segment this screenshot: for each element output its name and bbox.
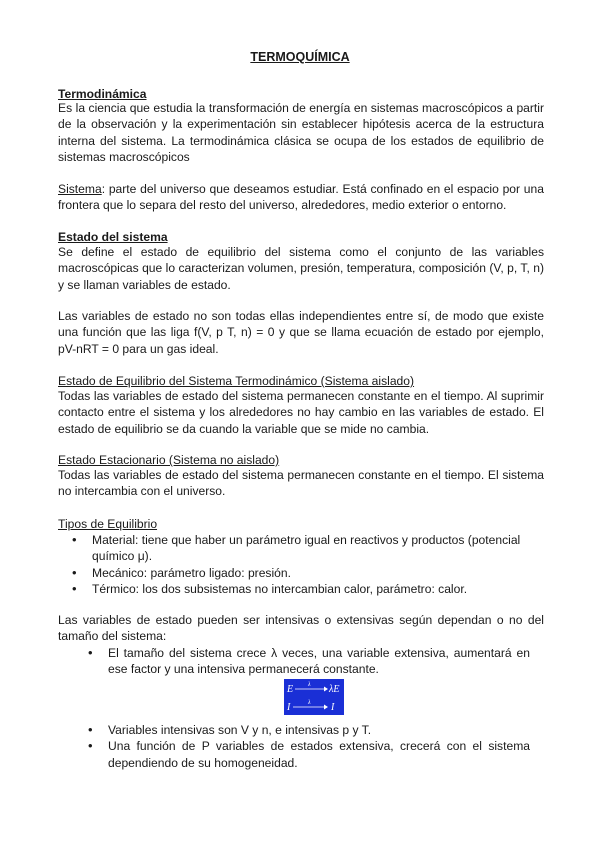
section-heading-equilibrio-aislado: Estado de Equilibrio del Sistema Termodinámico (Sistema aislado) — [58, 374, 415, 388]
section-heading-estacionario: Estado Estacionario (Sistema no aislado) — [58, 453, 280, 467]
equilibrio-aislado-paragraph: Todas las variables de estado del sistema permanecen constante en el tiempo. Al suprimir contacto entre el sistema y los alrededores no hay cambio en las variables de estado. El estado de equilibrio se da cuando la variable que se mide no cambia. — [58, 389, 544, 436]
eq-row1-lambda: λ — [308, 682, 311, 688]
section-heading-tipos-equilibrio: Tipos de Equilibrio — [58, 517, 158, 531]
page-title: TERMOQUÍMICA — [250, 50, 350, 64]
sistema-term: Sistema — [58, 182, 102, 196]
sistema-paragraph — [58, 181, 544, 214]
estacionario-paragraph: Todas las variables de estado del sistema permanecen constante en el tiempo. El sistema no intercambia con el universo. — [58, 468, 544, 499]
eq-row1-arrowhead — [324, 687, 328, 692]
list-item: • Térmico: los dos subsistemas no intercambian calor, parámetro: calor. — [92, 581, 544, 597]
eq-row1-right: λE — [329, 684, 340, 695]
list-item: • El tamaño del sistema crece λ veces, una variable extensiva, aumentará en ese factor y una intensiva permanecerá constante. — [108, 645, 530, 678]
variables-estado-paragraph: Las variables de estado no son todas ellas independientes entre sí, de modo que existe una función que las liga f(V, p T, n) = 0 y que se llama ecuación de estado por ejemplo, pV-nRT = 0 para un gas ideal. — [58, 309, 544, 356]
sistema-definition: : parte del universo que deseamos estudiar. Está confinado en el espacio por una frontera que lo separa del resto del universo, alrededores, medio exterior o entorno. — [58, 182, 544, 213]
extensive-intensive-equation-image — [284, 679, 344, 715]
eq-row1-left: E — [287, 684, 294, 695]
list-item: • Una función de P variables de estados extensiva, crecerá con el sistema dependiendo de su homogeneidad. — [108, 738, 530, 771]
list-item: • Mecánico: parámetro ligado: presión. — [92, 565, 544, 581]
intensivas-paragraph: Las variables de estado pueden ser intensivas o extensivas según dependan o no del tamaño del sistema: — [58, 613, 544, 644]
list-item: • Material: tiene que haber un parámetro igual en reactivos y productos (potencial químico μ). — [92, 532, 544, 565]
estado-sistema-paragraph: Se define el estado de equilibrio del sistema como el conjunto de las variables macroscópicas que lo caracterizan volumen, presión, temperatura, composición (V, p, T, n) y se llaman variables de estado. — [58, 245, 544, 292]
section-heading-termodinamica: Termodinámica — [58, 87, 147, 101]
intensivas-list-2 — [108, 722, 530, 771]
intensivas-list-1 — [108, 645, 530, 678]
section-heading-estado-sistema: Estado del sistema — [58, 230, 168, 244]
eq-row2-right: I — [331, 702, 335, 713]
eq-row2-arrowhead — [324, 705, 328, 710]
eq-row2-left: I — [287, 702, 291, 713]
tipos-equilibrio-list — [92, 532, 544, 597]
equation-graphic — [284, 679, 344, 715]
termodinamica-paragraph: Es la ciencia que estudia la transformación de energía en sistemas macroscópicos a partir de la observación y la experimentación sin establecer hipótesis acerca de la estructura interna del sistema. La termodinámica clásica se ocupa de los estados de equilibrio de sistemas macroscópicos — [58, 101, 544, 164]
eq-row2-lambda: λ — [308, 700, 311, 706]
list-item: • Variables intensivas son V y n, e intensivas p y T. — [108, 722, 530, 738]
